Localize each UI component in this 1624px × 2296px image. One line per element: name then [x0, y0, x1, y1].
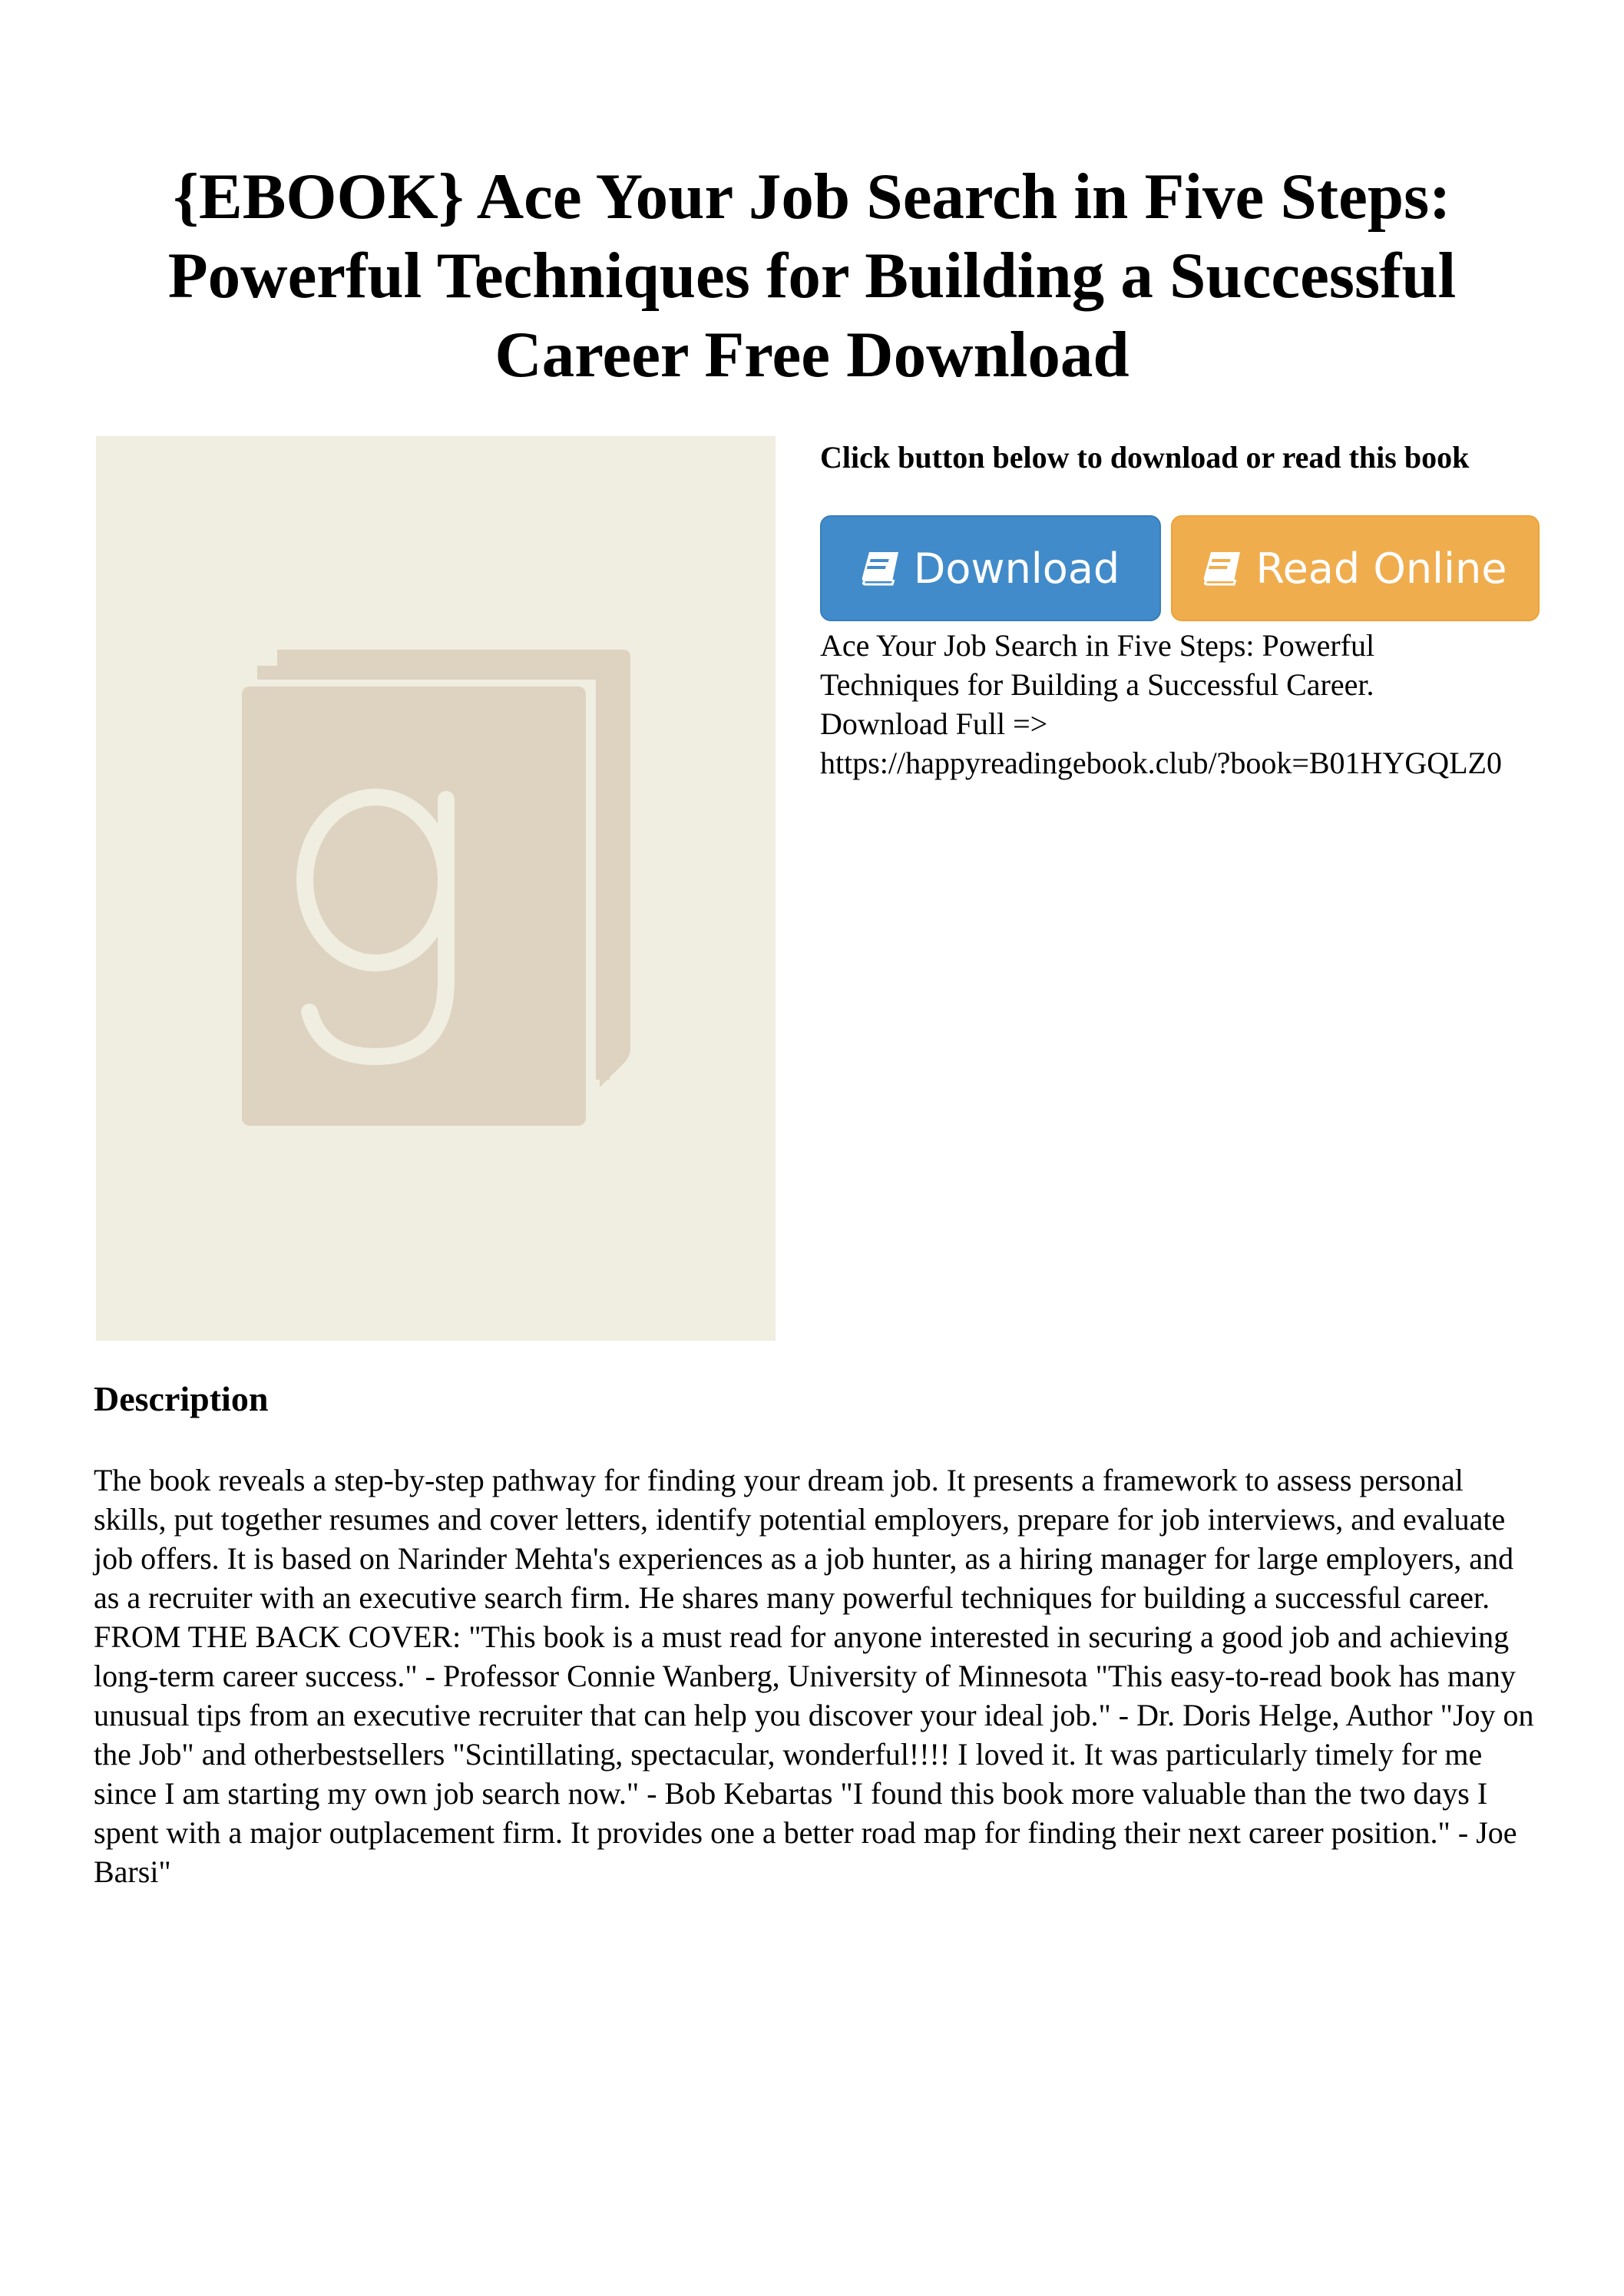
- download-button[interactable]: [820, 515, 1161, 621]
- download-button-label: Download: [913, 544, 1120, 593]
- read-online-button-label: Read Online: [1255, 544, 1507, 593]
- book-info-line: Techniques for Building a Successful Career.: [820, 667, 1374, 702]
- book-icon: [862, 551, 900, 586]
- description-body: The book reveals a step-by-step pathway for finding your dream job. It presents a framework to assess personal skills, put together resumes and cover letters, identify potential employers, prepare for job interviews, and evaluate job offers. It is based on Narinder Mehta's experiences as a job hunter, as a hiring manager for large employers, and as a recruiter with an executive search firm. He shares many powerful techniques for building a successful career. FROM THE BACK COVER: "This book is a must read for anyone interested in securing a good job and achieving long-term career success." - Professor Connie Wanberg, University of Minnesota "This easy-to-read book has many unusual tips from an executive recruiter that can help you discover your ideal job." - Dr. Doris Helge, Author "Joy on the Job" and otherbestsellers "Scintillating, spectacular, wonderful!!!! I loved it. It was particularly timely for me since I am starting my own job search now." - Bob Kebartas "I found this book more valuable than the two days I spent with a major outplacement firm. It provides one a better road map for finding their next career position." - Joe Barsi": [94, 1463, 1534, 1889]
- book-info-link: https://happyreadingebook.club/?book=B01HYGQLZ0: [820, 746, 1502, 780]
- description-heading: Description: [94, 1379, 269, 1418]
- book-icon: [1203, 551, 1242, 586]
- book-info-line: Download Full =>: [820, 706, 1048, 741]
- read-online-button[interactable]: [1171, 515, 1540, 621]
- goodreads-book-placeholder-icon: [242, 650, 633, 1126]
- download-prompt: Click button below to download or read this book: [820, 440, 1470, 475]
- book-info-line: Ace Your Job Search in Five Steps: Powerful: [820, 628, 1375, 663]
- page-title: {EBOOK} Ace Your Job Search in Five Steps: Powerful Techniques for Building a Successful Career Free Download: [167, 160, 1457, 391]
- download-panel: [820, 436, 1588, 780]
- book-cover-image: [96, 436, 776, 1341]
- book-info-text: [820, 626, 1596, 782]
- action-buttons: [820, 515, 1588, 623]
